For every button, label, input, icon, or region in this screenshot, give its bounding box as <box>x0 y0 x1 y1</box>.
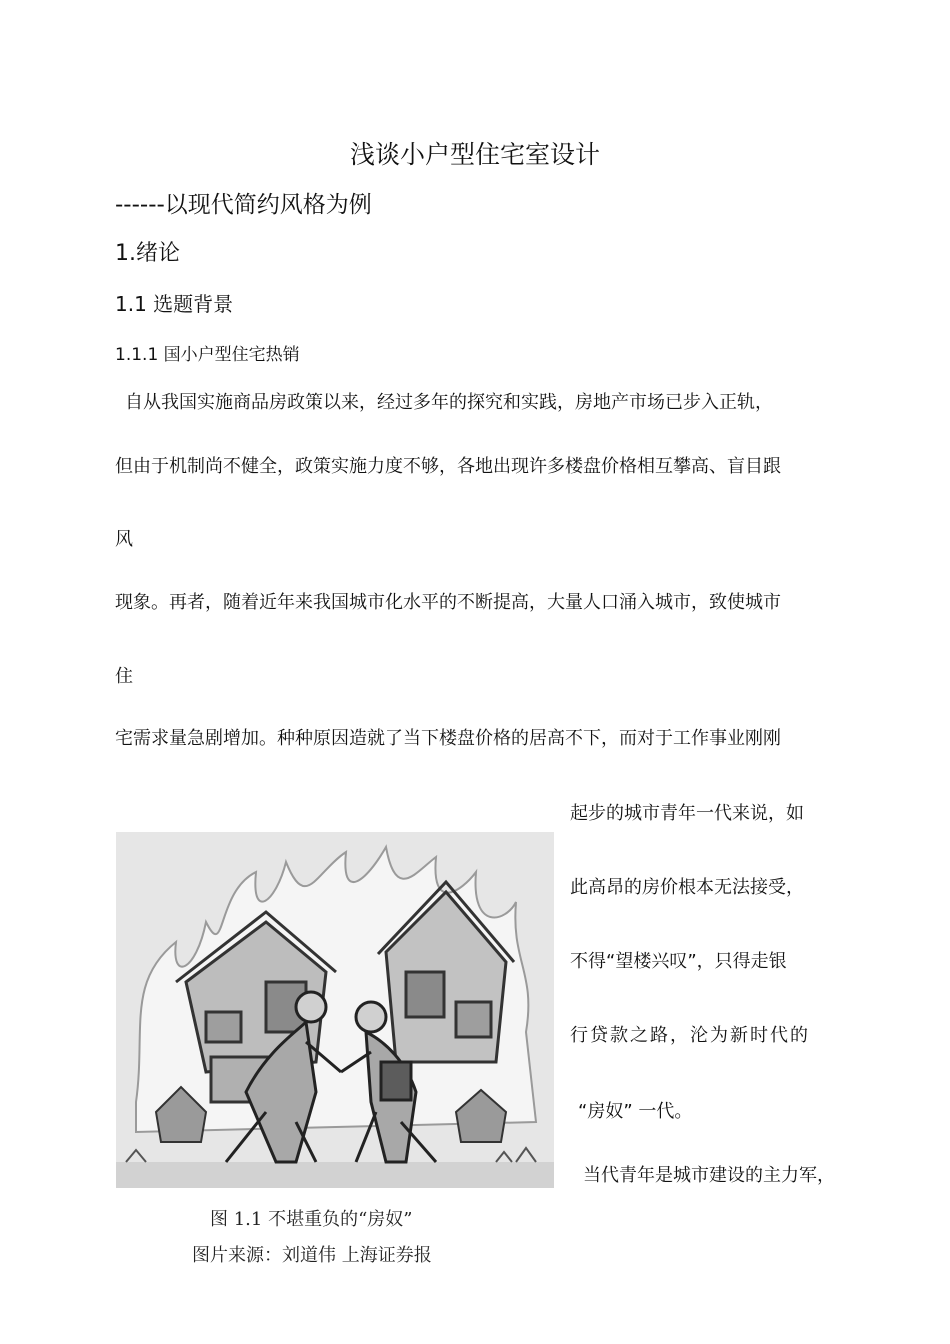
paragraph-line: 自从我国实施商品房政策以来，经过多年的探究和实践，房地产市场已步入正轨， <box>125 392 773 413</box>
paragraph-line: 风 <box>115 529 133 550</box>
paragraph-line: 但由于机制尚不健全，政策实施力度不够，各地出现许多楼盘价格相互攀高、盲目跟 <box>115 456 781 477</box>
subsection-heading: 1.1 选题背景 <box>115 292 234 316</box>
side-text-line: 起步的城市青年一代来说，如 <box>570 803 804 824</box>
side-text-line: 当代青年是城市建设的主力军， <box>583 1165 835 1186</box>
side-text-line: 不得“望楼兴叹”，只得走银 <box>570 951 787 972</box>
side-text-line: 行贷款之路，沦为新时代的 <box>570 1025 810 1046</box>
side-text-line: “房奴” 一代。 <box>578 1101 693 1122</box>
document-subtitle: ------以现代简约风格为例 <box>115 192 372 218</box>
section-heading: 1.绪论 <box>115 241 180 266</box>
paragraph-line: 住 <box>115 666 133 687</box>
cartoon-illustration <box>116 832 554 1188</box>
document-title: 浅谈小户型住宅室设计 <box>349 140 600 169</box>
side-text-line: 此高昂的房价根本无法接受， <box>570 877 804 898</box>
subsubsection-heading: 1.1.1 国小户型住宅热销 <box>115 345 300 365</box>
figure-source: 图片来源：刘道伟 上海证券报 <box>192 1245 432 1266</box>
paragraph-line: 现象。再者，随着近年来我国城市化水平的不断提高，大量人口涌入城市，致使城市 <box>115 592 781 613</box>
figure-caption: 图 1.1 不堪重负的“房奴” <box>210 1209 413 1230</box>
paragraph-line: 宅需求量急剧增加。种种原因造就了当下楼盘价格的居高不下，而对于工作事业刚刚 <box>115 728 781 749</box>
